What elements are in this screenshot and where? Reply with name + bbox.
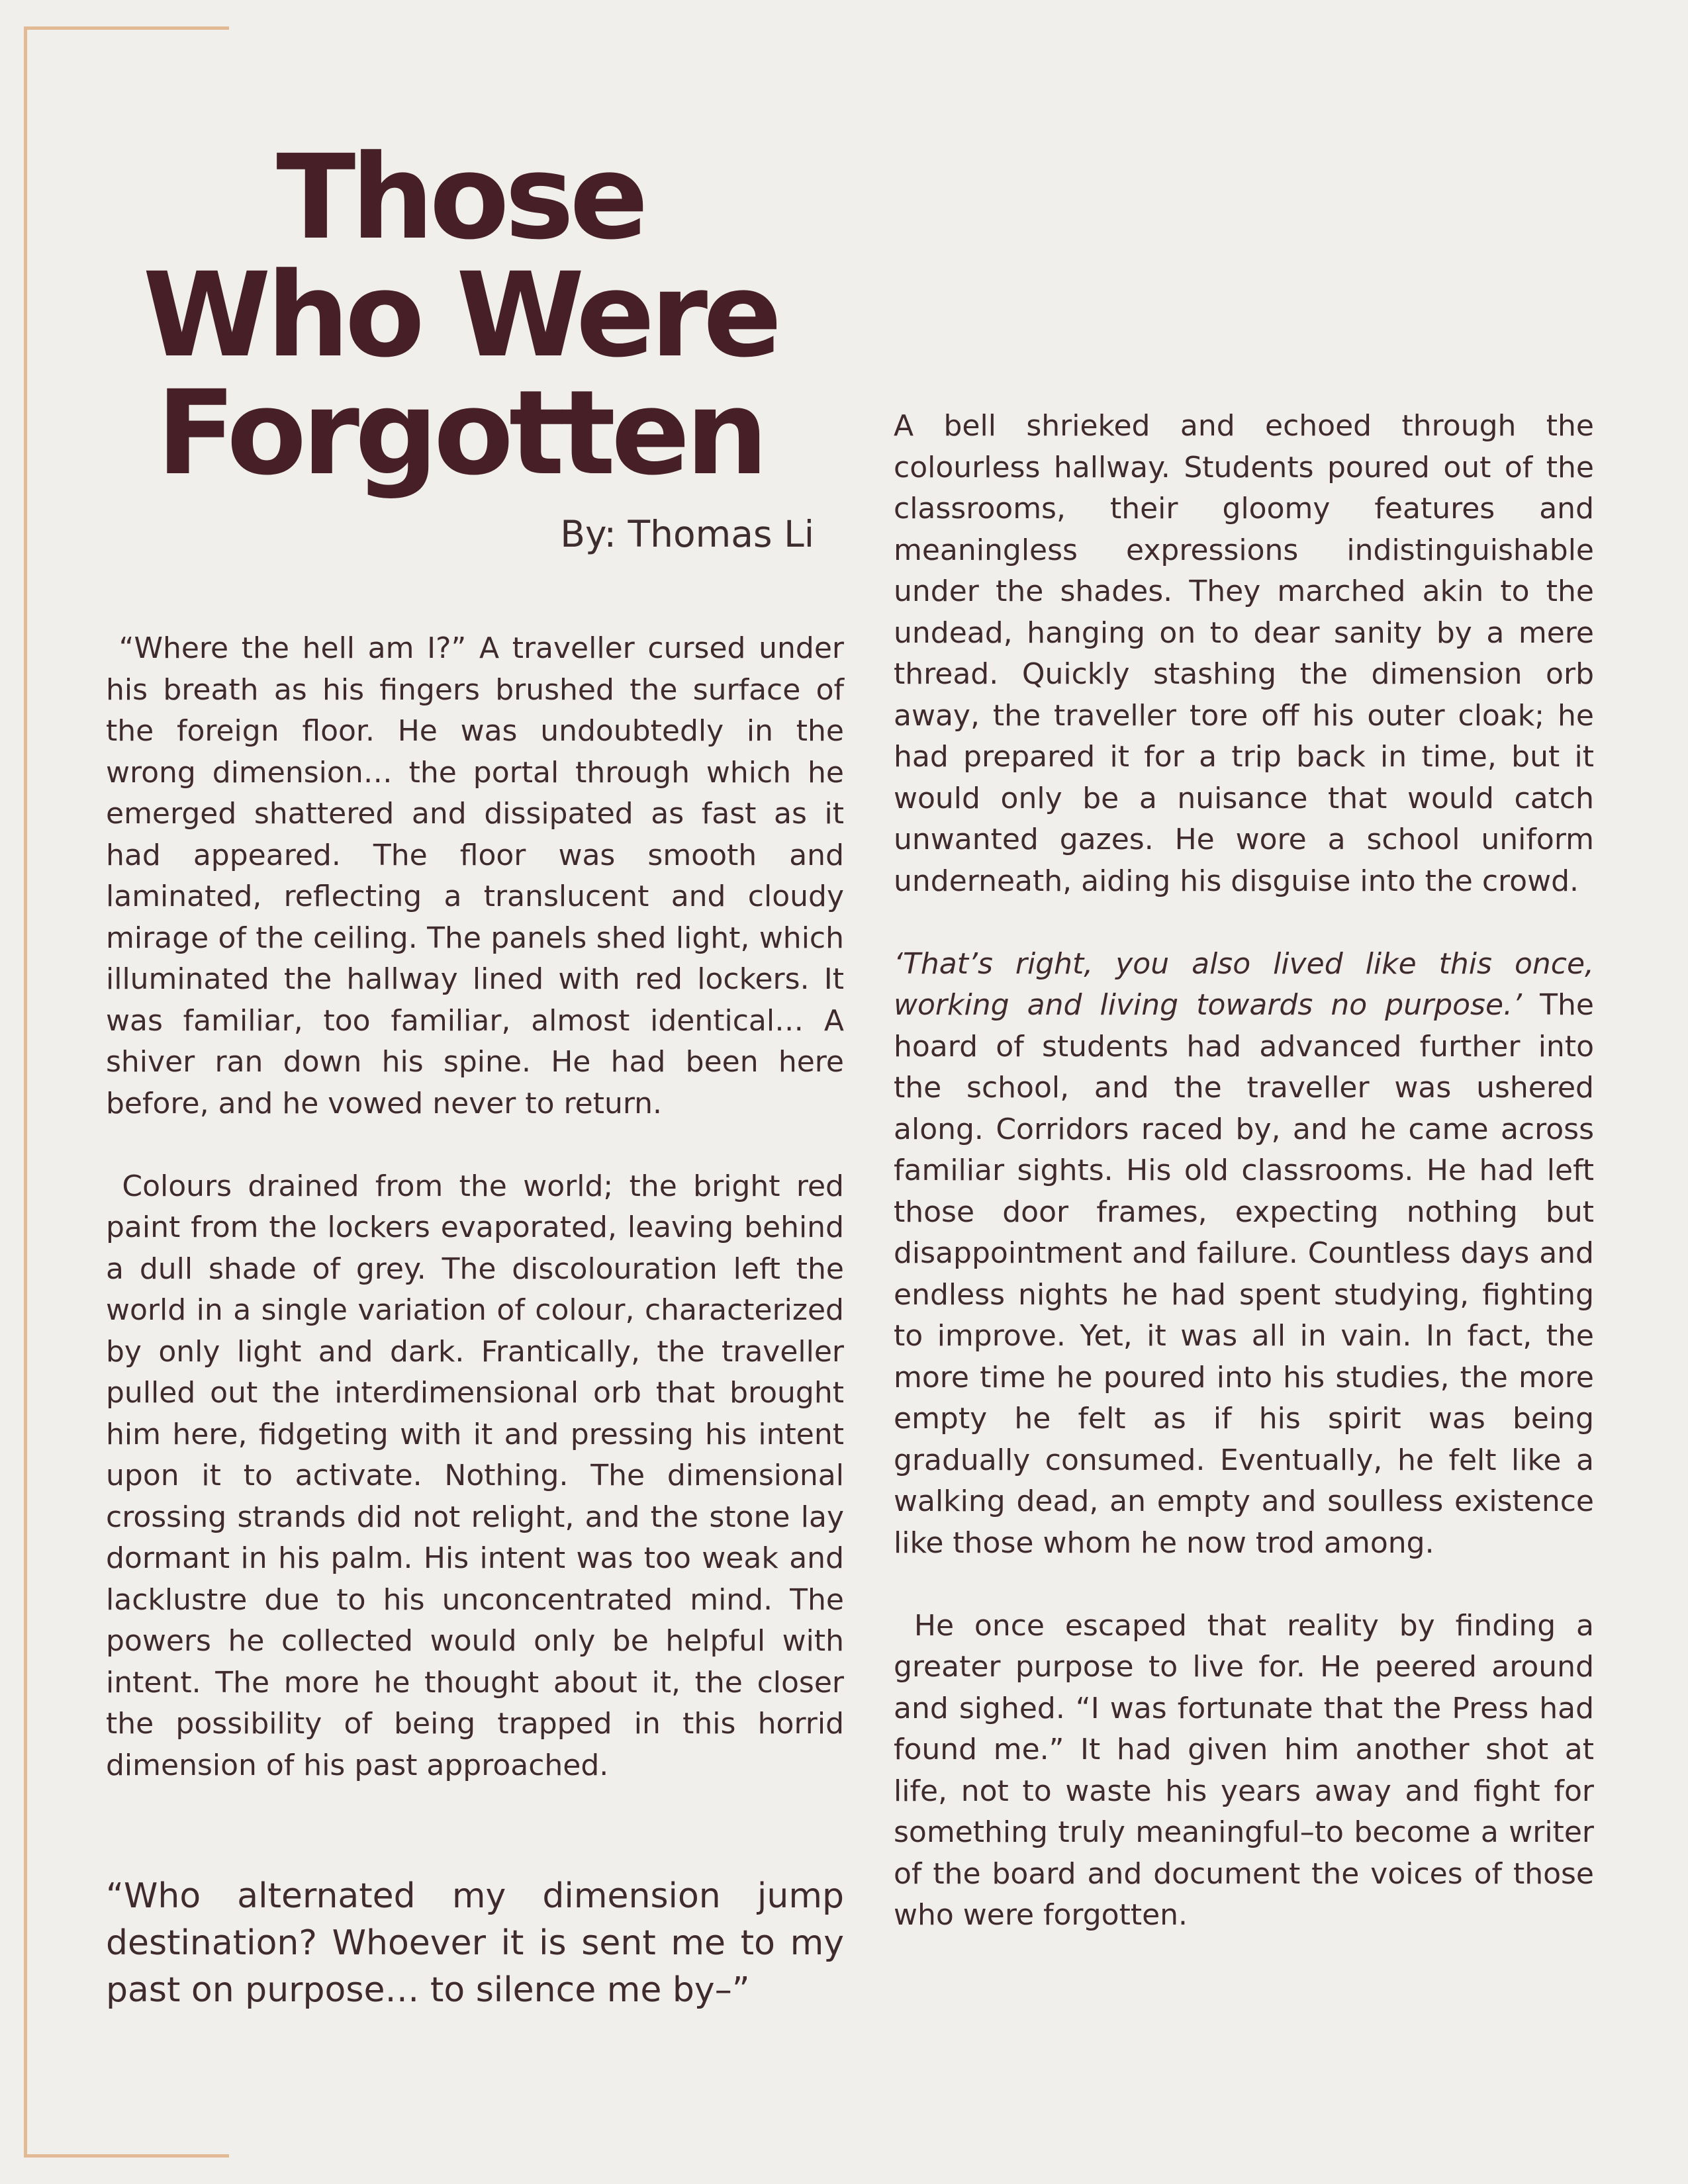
- frame-top-line: [24, 26, 229, 30]
- title-line-1: Those: [276, 130, 644, 265]
- title-line-3: Forgotten: [156, 365, 764, 501]
- frame-left-line: [24, 26, 27, 2158]
- paragraph-4: [894, 944, 1603, 1565]
- article-title: [93, 130, 827, 501]
- pull-quote: “Who alternated my dimension jump destination? Whoever it is sent me to my past on purpose… to silence me by–”: [106, 1876, 844, 2010]
- right-column: [894, 406, 1603, 1936]
- paragraph-5: He once escaped that reality by finding a greater purpose to live for. He peered around and sighed. “I was fortunate that the Press had found me.” It had given him another shot at life, not to waste his years away and fight for something truly meaningful–to become a writer of the board and document the voices of those who were forgotten.: [894, 1608, 1603, 1932]
- left-column: [106, 628, 853, 1786]
- title-line-2: Who Were: [142, 248, 778, 383]
- paragraph-4-text: The hoard of students had advanced further into the school, and the traveller was ushered along. Corridors raced by, and he came across familiar sights. His old classrooms. He had left those door frames, expecting nothing but disappointment and failure. Countless days and endless nights he had spent studying, fighting to improve. Yet, it was all in vain. In fact, the more time he poured into his studies, the more empty he felt as if his spirit was being gradually consumed. Eventually, he felt like a walking dead, an empty and soulless existence like those whom he now trod among.: [894, 988, 1603, 1560]
- paragraph-2: Colours drained from the world; the bright red paint from the lockers evaporated, leaving behind a dull shade of grey. The discolouration left the world in a single variation of colour, characterized by only light and dark. Frantically, the traveller pulled out the interdimensional orb that brought him here, fidgeting with it and pressing his intent upon it to activate. Nothing. The dimensional crossing strands did not relight, and the stone lay dormant in his palm. His intent was too weak and lacklustre due to his unconcentrated mind. The powers he collected would only be helpful with intent. The more he thought about it, the closer the possibility of being trapped in this horrid dimension of his past approached.: [106, 1169, 853, 1782]
- inner-thought: ‘That’s right, you also lived like this once, working and living towards no purpose.’: [894, 946, 1594, 1022]
- byline: By: Thomas Li: [560, 513, 814, 555]
- paragraph-3: A bell shrieked and echoed through the colourless hallway. Students poured out of the classrooms, their gloomy features and meaningless expressions indistinguishable under the shades. They marched akin to the undead, hanging on to dear sanity by a mere thread. Quickly stashing the dimension orb away, the traveller tore off his outer cloak; he had prepared it for a trip back in time, but it would only be a nuisance that would catch unwanted gazes. He wore a school uniform underneath, aiding his disguise into the crowd.: [894, 409, 1594, 898]
- frame-bottom-line: [24, 2154, 229, 2158]
- paragraph-1: “Where the hell am I?” A traveller cursed under his breath as his fingers brushed the surface of the foreign floor. He was undoubtedly in the wrong dimension… the portal through which he emerged shattered and dissipated as fast as it had appeared. The floor was smooth and laminated, reflecting a translucent and cloudy mirage of the ceiling. The panels shed light, which illuminated the hallway lined with red lockers. It was familiar, too familiar, almost identical… A shiver ran down his spine. He had been here before, and he vowed never to return.: [106, 631, 853, 1120]
